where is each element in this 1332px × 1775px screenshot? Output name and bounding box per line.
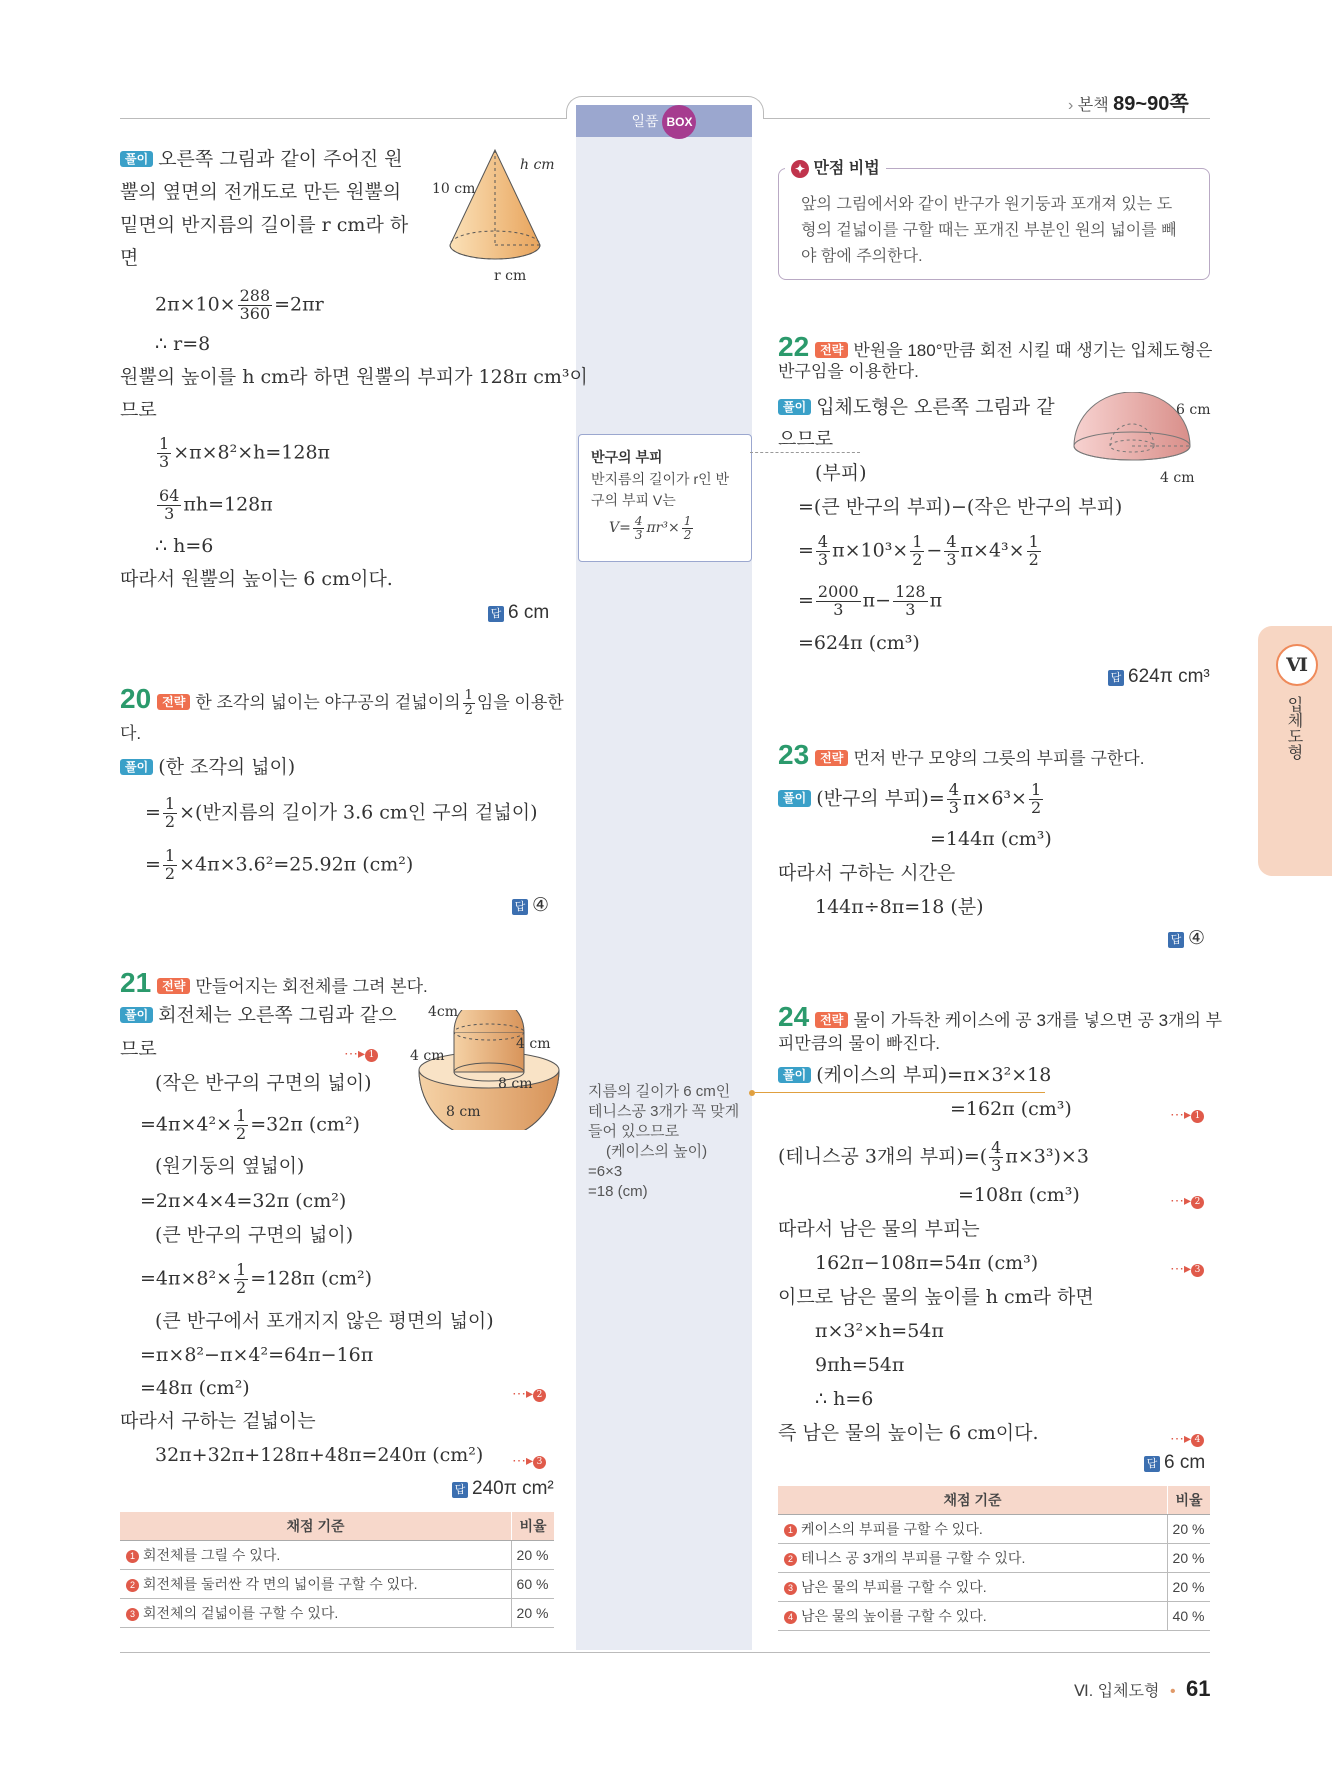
p24-s6: 162π−108π=54π (cm³) — [815, 1252, 1039, 1274]
t: (테니스공 3개의 부피)= — [778, 1145, 980, 1168]
n: 1 — [236, 1260, 247, 1279]
p24-mark1 — [1170, 1102, 1208, 1125]
frac — [157, 488, 181, 523]
p24-mark4 — [1170, 1426, 1208, 1449]
p20-s1 — [120, 756, 295, 779]
t: =4π×4²× — [140, 1113, 233, 1136]
d: 2 — [164, 863, 176, 883]
p21-s5: (큰 반구의 구면의 넓이) — [155, 1224, 354, 1246]
chapter-side-tab[interactable] — [1258, 626, 1332, 876]
table-row — [778, 1544, 1210, 1573]
frac: $\frac{4}{3}$ — [634, 514, 643, 542]
p23-heading — [778, 738, 1144, 772]
frac: $\frac{4}{3}$ — [991, 1138, 1002, 1175]
text: 오른쪽 그림과 같이 주어진 원 — [158, 148, 403, 170]
p24-s3: (테니스공 3개의 부피)=( $\frac{4}{3}$ π×3³)×3 — [778, 1138, 1089, 1175]
problem-number: 24 — [778, 1001, 810, 1032]
t: 6 cm — [1164, 1452, 1206, 1473]
circled-2: 2 — [533, 1389, 546, 1402]
str-tag: 전략 — [815, 1012, 848, 1028]
str-tag: 전략 — [157, 694, 190, 710]
str-tag: 전략 — [815, 750, 848, 766]
note-line: 지름의 길이가 6 cm인 — [588, 1083, 731, 1100]
p23-s1 — [778, 782, 1045, 817]
ratio-cell: 20 % — [1168, 1515, 1211, 1544]
p22-s3: = $\frac{4}{3}$ π×10³× $\frac{1}{2}$ − $\frac{4}{3}$ π×4³× $\frac{1}{2}$ — [798, 532, 1039, 569]
fig22-label-b: 4 cm — [1160, 470, 1195, 486]
p24-mark3 — [1170, 1256, 1208, 1279]
t: (한 조각의 넓이) — [158, 756, 296, 778]
d: 2 — [236, 1123, 247, 1143]
t: 한 조각의 넓이는 야구공의 겉넓이의 — [195, 693, 461, 712]
answer-icon: 답 — [488, 606, 504, 622]
row-number: 4 — [784, 1611, 797, 1624]
tip-line: 야 함에 주의한다. — [801, 248, 923, 265]
p19-line4: 면 — [120, 247, 139, 269]
n: 1 — [236, 1106, 247, 1125]
p19-line2: 뿔의 옆면의 전개도로 만든 원뿔의 — [120, 181, 402, 203]
row-number: 2 — [126, 1579, 139, 1592]
p24-mark2 — [1170, 1188, 1208, 1211]
middle-column — [576, 105, 752, 1650]
note-eq: V= $\frac{4}{3}$ πr³× $\frac{1}{2}$ — [609, 514, 692, 542]
t: (반구의 부피)= — [816, 787, 945, 810]
criteria-cell — [120, 1599, 512, 1628]
p21-s11: 32π+32π+128π+48π=240π (cm²) — [155, 1444, 484, 1466]
p21-s4: =2π×4×4=32π (cm²) — [140, 1190, 347, 1212]
ratio-cell: 20 % — [1168, 1544, 1211, 1573]
header-ratio: 비율 — [1168, 1486, 1211, 1515]
t: =4π×8²× — [140, 1267, 233, 1290]
p22-s2: =(큰 반구의 부피)−(작은 반구의 부피) — [798, 496, 1123, 518]
t: π×4³× — [960, 539, 1025, 562]
p19-line5: 원뿔의 높이를 h cm라 하면 원뿔의 부피가 128π cm³이 — [120, 366, 588, 388]
t: π×6³× — [962, 787, 1027, 810]
p24-answer — [1144, 1452, 1205, 1475]
t: 회전체의 겉넓이를 구할 수 있다. — [143, 1605, 339, 1621]
frac: $\frac{4}{3}$ — [948, 780, 959, 817]
d: 3 — [159, 451, 170, 471]
box-label: 일품 — [631, 113, 659, 129]
answer-icon: 답 — [1144, 1456, 1160, 1472]
str-tag: 전략 — [815, 342, 848, 358]
criteria-cell — [778, 1602, 1168, 1631]
n: 1 — [164, 794, 176, 813]
d: 2 — [464, 702, 473, 718]
page-ref-pages: 89~90쪽 — [1113, 93, 1189, 115]
p20-answer — [512, 895, 549, 918]
answer-icon: 답 — [452, 1482, 468, 1498]
d: 3 — [833, 599, 844, 619]
n: 128 — [895, 582, 926, 601]
problem-number: 23 — [778, 739, 810, 770]
p22-s4: = $\frac{2000}{3}$ π− $\frac{128}{3}$ π — [798, 582, 943, 619]
note-line: =18 (cm) — [588, 1183, 648, 1200]
p23-answer — [1168, 928, 1205, 951]
frac: $\frac{1}{2}$ — [1030, 780, 1042, 817]
footer — [1074, 1676, 1210, 1702]
p24-s7: 이므로 남은 물의 높이를 h cm라 하면 — [778, 1286, 1094, 1308]
ratio-cell: 60 % — [512, 1570, 555, 1599]
sol-tag: 풀이 — [778, 790, 811, 806]
n: 1 — [159, 434, 170, 453]
arrow-icon: ⋯▸ — [512, 1452, 534, 1468]
box-badge: BOX — [662, 105, 696, 139]
frac: $\frac{1}{2}$ — [912, 532, 923, 569]
answer-icon: 답 — [1168, 932, 1184, 948]
sol-tag: 풀이 — [120, 151, 153, 167]
sol-tag: 풀이 — [120, 759, 153, 775]
table-row — [120, 1599, 554, 1628]
row-number: 1 — [784, 1524, 797, 1537]
table-row — [778, 1602, 1210, 1631]
frac: $\frac{1}{2}$ — [1028, 532, 1039, 569]
p22-strategy-cont: 반구임을 이용한다. — [778, 362, 919, 381]
p21-s10: 따라서 구하는 겉넓이는 — [120, 1410, 316, 1432]
t: =2πr — [274, 293, 324, 316]
p24-heading — [778, 1000, 1222, 1034]
hemisphere-cylinder-figure — [414, 1010, 564, 1130]
header-criteria: 채점 기준 — [778, 1486, 1168, 1515]
arrow-icon: ⋯▸ — [512, 1385, 534, 1401]
ratio-cell: 20 % — [1168, 1573, 1211, 1602]
p24-s10: ∴ h=6 — [815, 1388, 874, 1410]
row-number: 1 — [126, 1550, 139, 1563]
arrow-icon: ⋯▸ — [1170, 1430, 1192, 1446]
note-line: 테니스공 3개가 꼭 맞게 — [588, 1103, 740, 1120]
circled-2: 2 — [1191, 1196, 1204, 1209]
frac: $\frac{4}{3}$ — [817, 532, 829, 569]
cone-10-label: 10 cm — [432, 181, 476, 197]
p22-s5: =624π (cm³) — [798, 632, 920, 654]
connector-line — [755, 1092, 1045, 1093]
problem-number: 22 — [778, 331, 810, 362]
circled-4: 4 — [1191, 1434, 1204, 1447]
t: 남은 물의 부피를 구할 수 있다. — [801, 1579, 987, 1595]
row-number: 3 — [784, 1582, 797, 1595]
answer-icon: 답 — [512, 899, 528, 915]
arrow-icon: ⋯▸ — [1170, 1106, 1192, 1122]
p22-l2: 으므로 — [778, 428, 834, 450]
p24-scoring-table — [778, 1486, 1210, 1631]
d: 3 — [905, 599, 916, 619]
p24-s4: =108π (cm³) — [958, 1184, 1080, 1206]
p21-s8: =π×8²−π×4²=64π−16π — [140, 1344, 374, 1366]
t: ④ — [1188, 928, 1206, 949]
t: π×10³× — [832, 539, 909, 562]
p22-heading — [778, 330, 1212, 364]
arrow-icon: ⋯▸ — [344, 1045, 366, 1061]
p22-s1: (부피) — [815, 462, 867, 484]
p24-s1 — [778, 1064, 1051, 1087]
connector-dashed — [750, 452, 860, 453]
circled-1: 1 — [1191, 1110, 1204, 1123]
t: 624π cm³ — [1128, 666, 1210, 687]
t: 회전체를 그릴 수 있다. — [143, 1547, 281, 1563]
table-row — [120, 1570, 554, 1599]
str-tag: 전략 — [157, 978, 190, 994]
chapter-roman-badge: Ⅵ — [1276, 644, 1318, 686]
tip-title: 만점 비법 — [813, 160, 880, 177]
header-criteria: 채점 기준 — [120, 1512, 512, 1541]
t: 므로 — [120, 1038, 157, 1060]
table-row — [120, 1541, 554, 1570]
footer-dot: • — [1169, 1683, 1176, 1700]
criteria-cell — [778, 1573, 1168, 1602]
problem-number: 20 — [120, 683, 152, 714]
t: 만들어지는 회전체를 그려 본다. — [195, 977, 428, 996]
t: ④ — [532, 895, 550, 916]
page-ref-prefix: 본책 — [1077, 97, 1109, 114]
n: 1 — [464, 687, 473, 703]
p19-answer — [488, 602, 549, 625]
table-header — [120, 1512, 554, 1541]
t: ×3 — [1060, 1145, 1089, 1168]
arrow-icon: ⋯▸ — [1170, 1260, 1192, 1276]
t: 2π×10× — [155, 293, 236, 316]
fig21-label-b: 4 cm — [516, 1036, 551, 1052]
frac — [163, 848, 177, 883]
t: 입체도형은 오른쪽 그림과 같 — [816, 396, 1055, 418]
n: 2000 — [817, 582, 859, 601]
t: ×4π×3.6²=25.92π (cm²) — [179, 853, 414, 876]
tip-header — [785, 155, 886, 178]
header-ratio: 비율 — [512, 1512, 555, 1541]
circled-1: 1 — [365, 1049, 378, 1062]
fig21-label-c: 4 cm — [410, 1048, 445, 1064]
table-header — [778, 1486, 1210, 1515]
footer-chapter: Ⅵ. 입체도형 — [1074, 1683, 1160, 1700]
d: 360 — [239, 303, 271, 323]
frac — [893, 584, 928, 619]
chevron-right-icon: › — [1068, 97, 1074, 114]
tip-line: 앞의 그림에서와 같이 반구가 원기둥과 포개져 있는 도 — [801, 196, 1173, 213]
fig21-label-e: 8 cm — [446, 1104, 481, 1120]
frac: $\frac{4}{3}$ — [946, 532, 957, 569]
chapter-side-label: 입체도형 — [1285, 696, 1302, 760]
p19-line6: 므로 — [120, 399, 157, 421]
t: 회전체는 오른쪽 그림과 같으 — [158, 1004, 397, 1026]
p24-s8: π×3²×h=54π — [815, 1320, 944, 1342]
p23-s4: 144π÷8π=18 (분) — [815, 896, 984, 918]
p20-strategy-cont: 다. — [120, 724, 142, 743]
t: 240π cm² — [472, 1478, 554, 1499]
t: 남은 물의 높이를 구할 수 있다. — [801, 1608, 987, 1624]
p19-eq3 — [155, 436, 330, 471]
p24-s5: 따라서 남은 물의 부피는 — [778, 1218, 980, 1240]
bottom-rule — [120, 1652, 1210, 1653]
bulb-icon: ✦ — [791, 160, 809, 178]
t: 임을 이용한 — [476, 693, 564, 712]
page-ref — [1068, 92, 1189, 116]
t: 케이스의 부피를 구할 수 있다. — [801, 1521, 983, 1537]
page-number: 61 — [1186, 1676, 1211, 1701]
p23-s3: 따라서 구하는 시간은 — [778, 862, 956, 884]
cone-r-label: r cm — [494, 268, 527, 284]
p19-line1 — [120, 148, 403, 171]
p20-s2 — [145, 796, 538, 831]
fig22-label-a: 6 cm — [1176, 402, 1211, 418]
n: 1 — [164, 846, 176, 865]
note-line: =6×3 — [588, 1163, 623, 1180]
t: πh=128π — [183, 493, 273, 516]
p21-s9: =48π (cm²) — [140, 1377, 250, 1399]
criteria-cell — [120, 1541, 512, 1570]
t: (케이스의 부피)=π×3²×18 — [816, 1064, 1052, 1086]
t: = — [145, 801, 161, 824]
tip-line: 형의 겉넓이를 구할 때는 포개진 부분인 원의 넓이를 빼 — [801, 222, 1177, 239]
frac — [816, 584, 861, 619]
p21-s3: (원기둥의 옆넓이) — [155, 1155, 305, 1177]
t: 반원을 180°만큼 회전 시킬 때 생기는 입체도형은 — [853, 341, 1213, 360]
cone-h-label: h cm — [520, 157, 555, 173]
p21-mark3 — [512, 1448, 550, 1471]
frac — [234, 1262, 248, 1297]
row-number: 3 — [126, 1608, 139, 1621]
note-hemisphere-volume — [578, 434, 752, 562]
row-number: 2 — [784, 1553, 797, 1566]
circled-3: 3 — [1191, 1264, 1204, 1277]
t: =128π (cm²) — [250, 1267, 373, 1290]
frac — [234, 1108, 248, 1143]
p19-eq2: ∴ r=8 — [155, 333, 211, 355]
p19-eq1 — [155, 288, 324, 323]
p19-line7: 따라서 원뿔의 높이는 6 cm이다. — [120, 568, 393, 590]
problem-number: 21 — [120, 967, 152, 998]
d: 3 — [164, 503, 175, 523]
p23-s2: =144π (cm³) — [930, 828, 1052, 850]
p21-answer — [452, 1478, 554, 1501]
frac — [463, 689, 475, 717]
note-line: 들어 있으므로 — [588, 1123, 680, 1140]
criteria-cell — [778, 1515, 1168, 1544]
p22-l1 — [778, 396, 1055, 419]
note-line: 구의 부피 V는 — [591, 492, 676, 508]
frac: $\frac{1}{2}$ — [683, 514, 692, 542]
note-line: (케이스의 높이) — [606, 1143, 708, 1160]
ratio-cell: 20 % — [512, 1541, 555, 1570]
fig21-label-d: 8 cm — [498, 1076, 533, 1092]
ratio-cell: 20 % — [512, 1599, 555, 1628]
sol-tag: 풀이 — [778, 1067, 811, 1083]
t: 물이 가득찬 케이스에 공 3개를 넣으면 공 3개의 부 — [853, 1011, 1223, 1030]
box-header — [576, 105, 752, 137]
p24-strategy-cont: 피만큼의 물이 빠진다. — [778, 1034, 940, 1053]
t: 회전체를 둘러싼 각 면의 넓이를 구할 수 있다. — [143, 1576, 418, 1592]
p21-l1 — [120, 1004, 397, 1027]
tip-box — [778, 160, 1210, 280]
p19-line3: 밑면의 반지름의 길이를 r cm라 하 — [120, 214, 409, 236]
note-case-height — [588, 1082, 739, 1202]
p21-s6 — [140, 1262, 372, 1297]
p20-s3 — [145, 848, 413, 883]
frac — [163, 796, 177, 831]
note-title: 반구의 부피 — [591, 449, 663, 465]
fig21-label-a: 4cm — [428, 1004, 459, 1020]
t: 테니스 공 3개의 부피를 구할 수 있다. — [801, 1550, 1026, 1566]
p21-mark1 — [344, 1041, 382, 1064]
p24-s9: 9πh=54π — [815, 1354, 905, 1376]
sol-tag: 풀이 — [778, 399, 811, 415]
n: 64 — [159, 486, 180, 505]
sol-tag: 풀이 — [120, 1007, 153, 1023]
arrow-icon: ⋯▸ — [1170, 1192, 1192, 1208]
d: 2 — [164, 811, 176, 831]
t: V= — [609, 520, 631, 537]
p24-s11: 즉 남은 물의 높이는 6 cm이다. — [778, 1422, 1039, 1444]
ratio-cell: 40 % — [1168, 1602, 1211, 1631]
t: = — [145, 853, 161, 876]
p21-heading — [120, 966, 428, 1000]
p21-s2 — [140, 1108, 360, 1143]
n: 288 — [239, 286, 271, 305]
p21-mark2 — [512, 1381, 550, 1404]
d: 2 — [236, 1277, 247, 1297]
frac — [238, 288, 273, 323]
t: π×3³ — [1005, 1145, 1054, 1168]
t: 6 cm — [508, 602, 550, 623]
p21-s1: (작은 반구의 구면의 넓이) — [155, 1072, 372, 1094]
note-line: 반지름의 길이가 r인 반 — [591, 471, 730, 487]
t: ×π×8²×h=128π — [173, 441, 331, 464]
answer-icon: 답 — [1108, 670, 1124, 686]
p20-heading — [120, 682, 564, 717]
frac — [157, 436, 171, 471]
circled-3: 3 — [533, 1456, 546, 1469]
p19-eq4 — [155, 488, 273, 523]
p19-eq5: ∴ h=6 — [155, 535, 214, 557]
p21-s7: (큰 반구에서 포개지지 않은 평면의 넓이) — [155, 1310, 494, 1332]
table-row — [778, 1573, 1210, 1602]
t: ×(반지름의 길이가 3.6 cm인 구의 겉넓이) — [179, 801, 538, 824]
p24-s2: =162π (cm³) — [950, 1098, 1072, 1120]
p21-scoring-table — [120, 1512, 554, 1628]
p21-l2 — [120, 1038, 157, 1061]
connector-dot — [749, 1090, 755, 1096]
t: 먼저 반구 모양의 그릇의 부피를 구한다. — [853, 749, 1145, 768]
t: =32π (cm²) — [250, 1113, 360, 1136]
criteria-cell — [778, 1544, 1168, 1573]
criteria-cell — [120, 1570, 512, 1599]
table-row — [778, 1515, 1210, 1544]
p22-answer — [1108, 666, 1210, 689]
